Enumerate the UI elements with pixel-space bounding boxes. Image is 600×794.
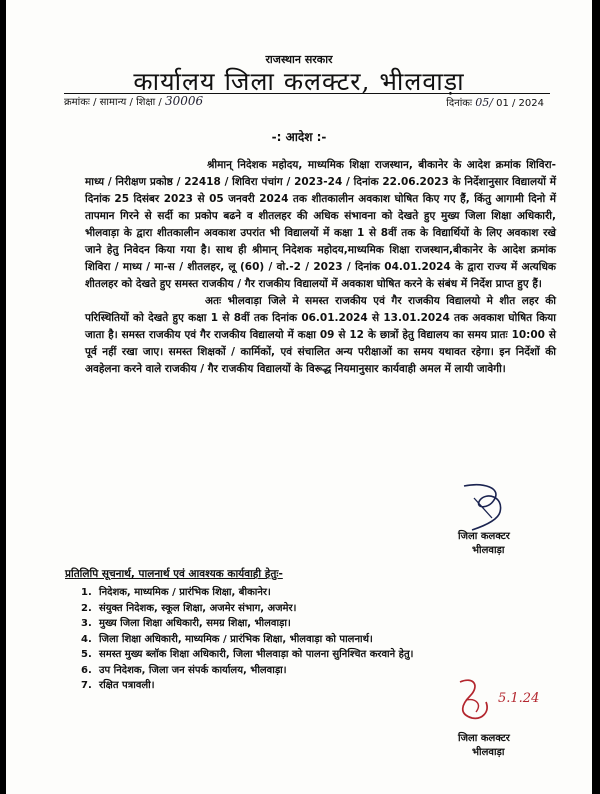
office-title: कार्यालय जिला कलक्टर, भीलवाड़ा	[133, 67, 465, 96]
signature-scribble	[444, 478, 524, 538]
copy-to-list	[81, 585, 413, 694]
handwritten-date: 5.1.24	[498, 691, 540, 706]
order-paragraph-1: श्रीमान् निदेशक महोदय, माध्यमिक शिक्षा राजस्थान, बीकानेर के आदेश क्रमांक शिविरा-माध्य / निरीक्षण प्रकोष्ठ / 22418 / शिविरा पंचांग / 2023-24 / दिनांक 22.06.2023 के निर्देशानुसार विद्यालयों में दिनांक 25 दिसंबर 2023 से 05 जनवरी 2024 तक शीतकालीन अवकाश घोषित किए गए हैं, किंतु आगामी दिनो में तापमान गिरने से सर्दी का प्रकोप बढने व शीतलहर की अधिक संभावना को देखते हुए मुख्य जिला शिक्षा अधिकारी, भीलवाड़ा के द्वारा शीतकालीन अवकाश उपरांत भी विद्यालयों में कक्षा 1 से 8वीं तक के विद्यार्थियों के लिए अवकाश रखे जाने हेतु निवेदन किया गया है। साथ ही श्रीमान् निदेशक महोदय,माध्यमिक शिक्षा राजस्थान,बीकानेर के आदेश क्रमांक शिविरा / माध्य / मा-स / शीतलहर, लू (60) / वो.-2 / 2023 / दिनांक 04.01.2024 के द्वारा राज्य में अत्यधिक शीतलहर को देखते हुए समस्त राजकीय / गैर राजकीय विद्यालयों में अवकाश घोषित करने के संबंध में निर्देश प्राप्त हुए हैं।	[85, 159, 556, 290]
reference-label: क्रमांकः / सामान्य / शिक्षा /	[64, 97, 162, 108]
signature-title: जिला कलक्टर	[458, 733, 510, 744]
list-item: 1. निदेशक, माध्यमिक / प्रारंभिक शिक्षा, बीकानेर।	[81, 587, 271, 598]
signature-scribble-red	[446, 672, 556, 736]
list-item: 7. रक्षित पत्रावली।	[81, 680, 155, 691]
order-paragraph-2: अतः भीलवाड़ा जिले मे समस्त राजकीय एवं गैर राजकीय विद्यालयो मे शीत लहर की परिस्थितियों को देखते हुए कक्षा 1 से 8वीं तक दिनांक 06.01.2024 से 13.01.2024 तक अवकाश घोषित किया जाता है। समस्त राजकीय एवं गैर राजकीय विद्यालयो में कक्षा 09 से 12 के छात्रों हेतु विद्यालय का समय प्रातः 10:00 से पूर्व नहीं रखा जाए। समस्त शिक्षकों / कार्मिकों, एवं संचालित अन्य परीक्षाओं का समय यथावत रहेगा। इन निर्देशों की अवहेलना करने वाले राजकीय / गैर राजकीय विद्यालयों के विरूद्ध नियमानुसार कार्यवाही अमल में लायी जावेगी।	[85, 295, 556, 375]
order-heading: -: आदेश :-	[271, 130, 327, 144]
document-page	[6, 0, 592, 794]
list-item: 2. संयुक्त निदेशक, स्कूल शिक्षा, अजमेर संभाग, अजमेर।	[81, 602, 297, 614]
list-item: 4. जिला शिक्षा अधिकारी, माध्यमिक / प्रारंभिक शिक्षा, भीलवाड़ा को पालनार्थ।	[81, 633, 373, 645]
reference-line	[64, 94, 203, 108]
government-name: राजस्थान सरकार	[265, 53, 333, 66]
list-item: 6. उप निदेशक, जिला जन संपर्क कार्यालय, भीलवाड़ा।	[81, 664, 287, 676]
date-label: दिनांकः	[446, 98, 473, 109]
signature-place: भीलवाड़ा	[472, 747, 505, 758]
date-month-year: 01 / 2024	[496, 98, 544, 109]
list-item: 5. समस्त मुख्य ब्लॉक शिक्षा अधिकारी, जिला भीलवाड़ा को पालना सुनिश्चित करवाने हेतु।	[81, 649, 414, 660]
signature-title: जिला कलक्टर	[458, 531, 510, 542]
copy-to-heading: प्रतिलिपि सूचनार्थ, पालनार्थ एवं आवश्यक कार्यवाही हेतुः-	[65, 568, 283, 580]
signature-place: भीलवाड़ा	[472, 545, 505, 556]
date-line	[446, 95, 544, 109]
list-item: 3. मुख्य जिला शिक्षा अधिकारी, समग्र शिक्षा, भीलवाड़ा।	[81, 618, 291, 629]
signature-block-top	[458, 530, 510, 558]
date-handwritten-day: 05/	[475, 96, 493, 109]
signature-block-bottom	[458, 732, 510, 760]
reference-number: 30006	[164, 94, 204, 108]
